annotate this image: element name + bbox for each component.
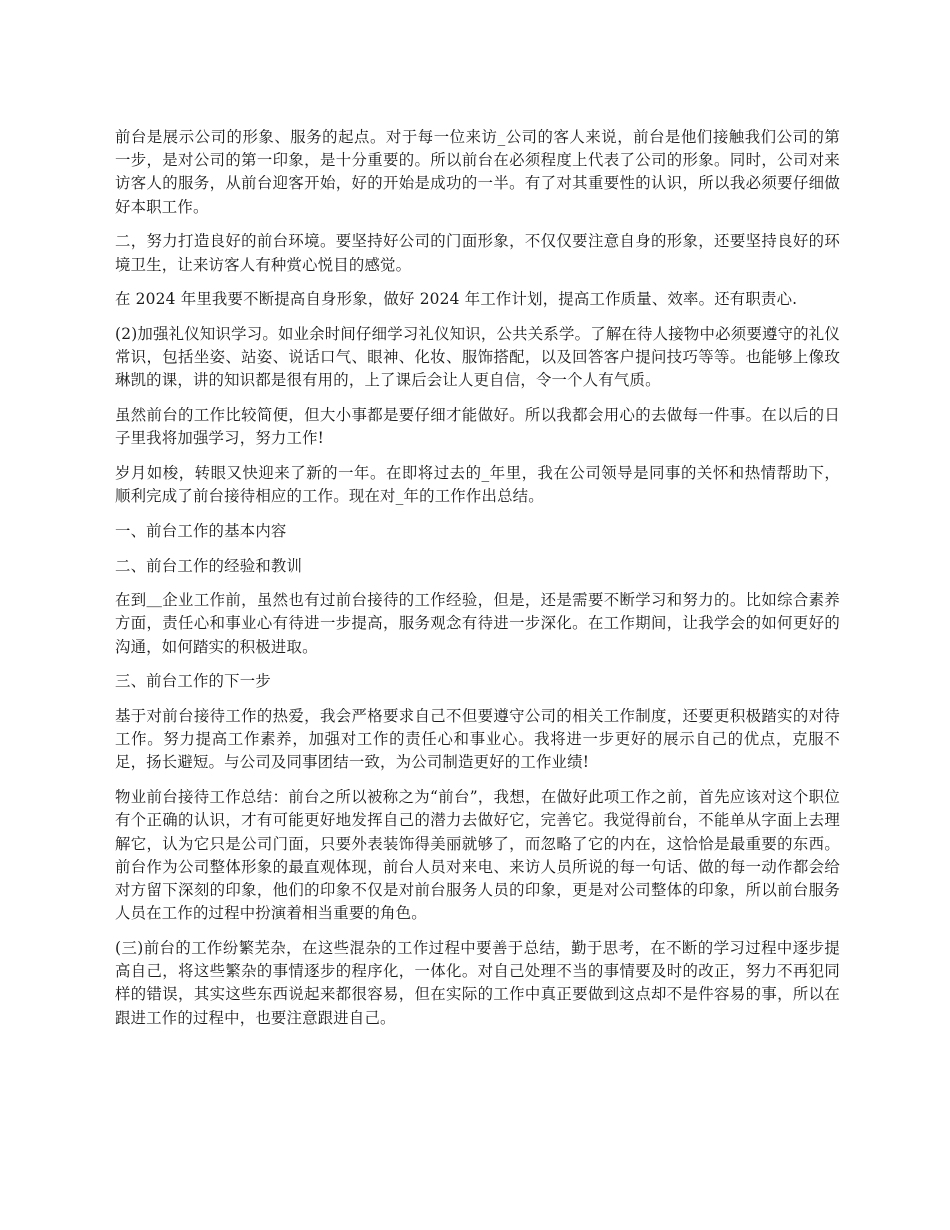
paragraph-environment: 二，努力打造良好的前台环境。要坚持好公司的门面形象，不仅仅要注意自身的形象，还要坚持良好的环境卫生，让来访客人有种赏心悦目的感觉。 — [115, 232, 840, 274]
paragraph-etiquette: (2)加强礼仪知识学习。如业余时间仔细学习礼仪知识，公共关系学。了解在待人接物中必须要遵守的礼仪常识，包括坐姿、站姿、说话口气、眼神、化妆、服饰搭配，以及回答客户提问技巧等等。也能够上像玫琳凯的课，讲的知识都是很有用的，上了课后会让人更自信，令一个人有气质。 — [115, 324, 840, 390]
heading-next-step: 三、前台工作的下一步 — [115, 672, 271, 691]
paragraph-year-summary: 岁月如梭，转眼又快迎来了新的一年。在即将过去的_年里，我在公司领导是同事的关怀和热情帮助下，顺利完成了前台接待相应的工作。现在对_年的工作作出总结。 — [115, 463, 840, 506]
paragraph-workflow: (三)前台的工作纷繁芜杂，在这些混杂的工作过程中要善于总结，勤于思考，在不断的学习过程中逐步提高自己，将这些繁杂的事情逐步的程序化，一体化。对自己处理不当的事情要及时的改正，努力不再犯同样的错误，其实这些东西说起来都很容易，但在实际的工作中真正要做到这点却不是件容易的事，所以在跟进工作的过程中，也要注意跟进自己。 — [115, 938, 840, 1027]
paragraph-property-reception: 物业前台接待工作总结：前台之所以被称之为“前台”，我想，在做好此项工作之前，首先应该对这个职位有个正确的认识，才有可能更好地发挥自己的潜力去做好它，完善它。我觉得前台，不能单从字面上去理解它，认为它只是公司门面，只要外表装饰得美丽就够了，而忽略了它的内在，这恰恰是最重要的东西。前台作为公司整体形象的最直观体现，前台人员对来电、来访人员所说的每一句话、做的每一动作都会给对方留下深刻的印象，他们的印象不仅是对前台服务人员的印象，更是对公司整体的印象，所以前台服务人员在工作的过程中扮演着相当重要的角色。 — [115, 788, 840, 923]
heading-experience: 二、前台工作的经验和教训 — [115, 556, 303, 575]
paragraph-experience: 在到＿企业工作前，虽然也有过前台接待的工作经验，但是，还是需要不断学习和努力的。比如综合素养方面，责任心和事业心有待进一步提高，服务观念有待进一步深化。在工作期间，让我学会的如何更好的沟通，如何踏实的积极进取。 — [115, 591, 840, 656]
paragraph-diligence: 虽然前台的工作比较简便，但大小事都是要仔细才能做好。所以我都会用心的去做每一件事。在以后的日子里我将加强学习，努力工作! — [115, 406, 840, 448]
paragraph-2024-plan: 在 2024 年里我要不断提高自身形象，做好 2024 年工作计划，提高工作质量、效率。还有职责心. — [115, 290, 798, 309]
paragraph-intro: 前台是展示公司的形象、服务的起点。对于每一位来访_公司的客人来说，前台是他们接触我们公司的第一步，是对公司的第一印象，是十分重要的。所以前台在必须程度上代表了公司的形象。同时，公司对来访客人的服务，从前台迎客开始，好的开始是成功的一半。有了对其重要性的认识，所以我必须要仔细做好本职工作。 — [115, 128, 840, 216]
heading-basic-content: 一、前台工作的基本内容 — [115, 521, 287, 540]
paragraph-next-step: 基于对前台接待工作的热爱，我会严格要求自己不但要遵守公司的相关工作制度，还要更积极踏实的对待工作。努力提高工作素养，加强对工作的责任心和事业心。我将进一步更好的展示自己的优点，克服不足，扬长避短。与公司及同事团结一致，为公司制造更好的工作业绩! — [115, 707, 840, 772]
document-body — [115, 126, 840, 1041]
